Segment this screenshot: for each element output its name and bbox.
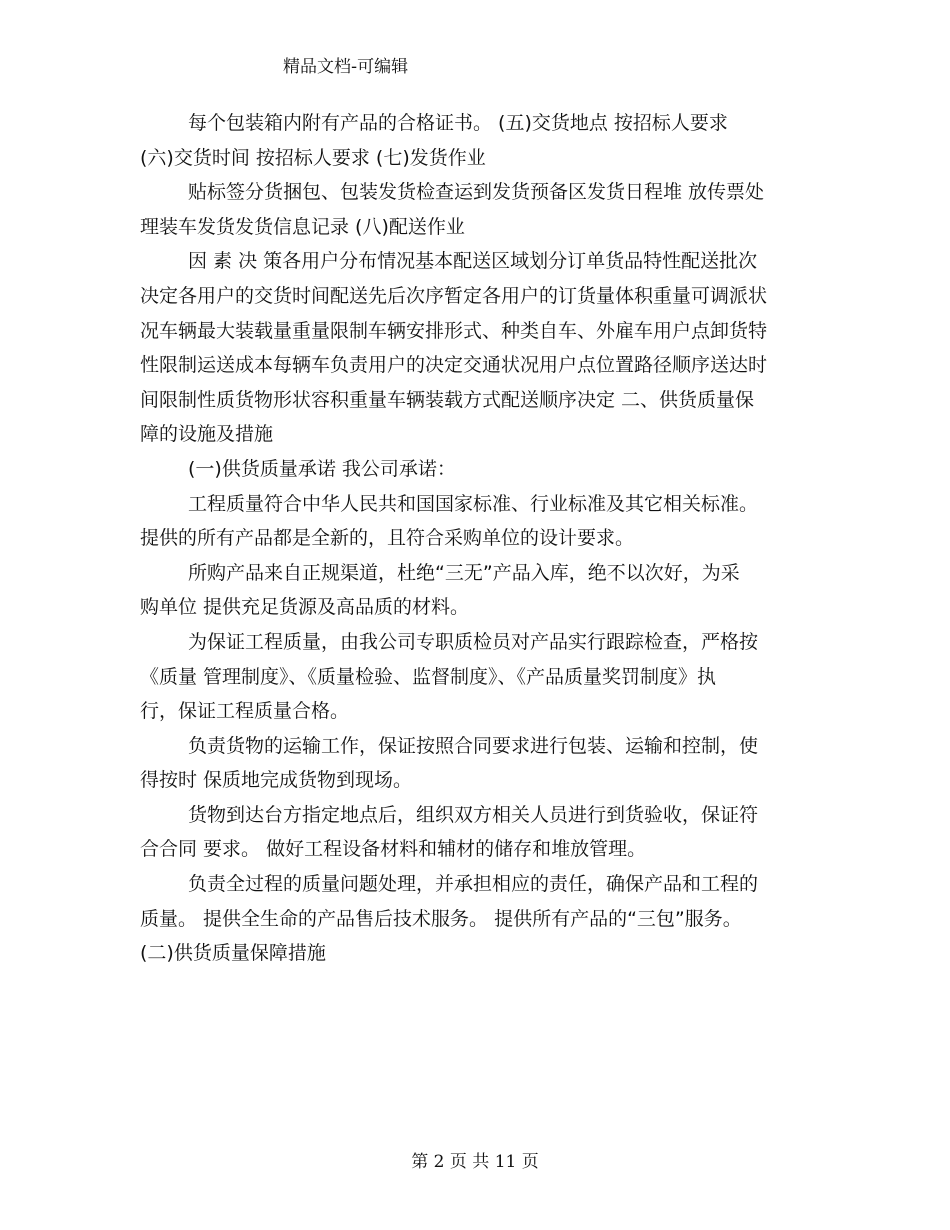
text-line: 间限制性质货物形状容积重量车辆装载方式配送顺序决定 二、供货质量保 <box>140 388 755 411</box>
body-text <box>140 106 810 971</box>
text-line: 《质量 管理制度》、《质量检验、监督制度》、《产品质量奖罚制度》执 <box>140 665 717 688</box>
text-line: 购单位 提供充足货源及高品质的材料。 <box>140 596 470 619</box>
text-line: 性限制运送成本每辆车负责用户的决定交通状况用户点位置路径顺序送达时 <box>140 354 768 377</box>
text-line: 况车辆最大装载量重量限制车辆安排形式、种类自车、外雇车用户点卸货特 <box>140 319 768 342</box>
page-header: 精品文档-可编辑 <box>283 57 409 77</box>
text-line: 贴标签分货捆包、包装发货检查运到发货预备区发货日程堆 放传票处 <box>188 181 765 204</box>
text-line: (一)供货质量承诺 我公司承诺： <box>188 457 456 480</box>
text-line: 障的设施及措施 <box>140 423 274 446</box>
text-line: 为保证工程质量，由我公司专职质检员对产品实行跟踪检查，严格按 <box>188 630 759 653</box>
text-line: 所购产品来自正规渠道，杜绝“三无”产品入库，绝不以次好，为采 <box>188 561 740 584</box>
text-line: 质量。 提供全生命的产品售后技术服务。 提供所有产品的“三包”服务。 <box>140 907 742 930</box>
text-line: (六)交货时间 按招标人要求 (七)发货作业 <box>140 146 486 169</box>
text-line: 行，保证工程质量合格。 <box>140 700 350 723</box>
text-line: 合合同 要求。 做好工程设备材料和辅材的储存和堆放管理。 <box>140 838 647 861</box>
text-line: 决定各用户的交货时间配送先后次序暂定各用户的订货量体积重量可调派状 <box>140 284 768 307</box>
text-line: 提供的所有产品都是全新的，且符合采购单位的设计要求。 <box>140 527 635 550</box>
page-footer: 第 2 页 共 11 页 <box>411 1152 539 1172</box>
text-line: 负责全过程的质量问题处理，并承担相应的责任，确保产品和工程的 <box>188 873 759 896</box>
text-line: (二)供货质量保障措施 <box>140 942 326 965</box>
text-line: 负责货物的运输工作，保证按照合同要求进行包装、运输和控制，使 <box>188 734 759 757</box>
text-line: 得按时 保质地完成货物到现场。 <box>140 769 413 792</box>
text-line: 理装车发货发货信息记录 (八)配送作业 <box>140 215 465 238</box>
text-line: 货物到达台方指定地点后，组织双方相关人员进行到货验收，保证符 <box>188 803 759 826</box>
text-line: 每个包装箱内附有产品的合格证书。 (五)交货地点 按招标人要求 <box>188 112 728 134</box>
text-line: 因 素 决 策各用户分布情况基本配送区域划分订单货品特性配送批次 <box>188 250 758 273</box>
text-line: 工程质量符合中华人民共和国国家标准、行业标准及其它相关标准。 <box>188 492 759 515</box>
